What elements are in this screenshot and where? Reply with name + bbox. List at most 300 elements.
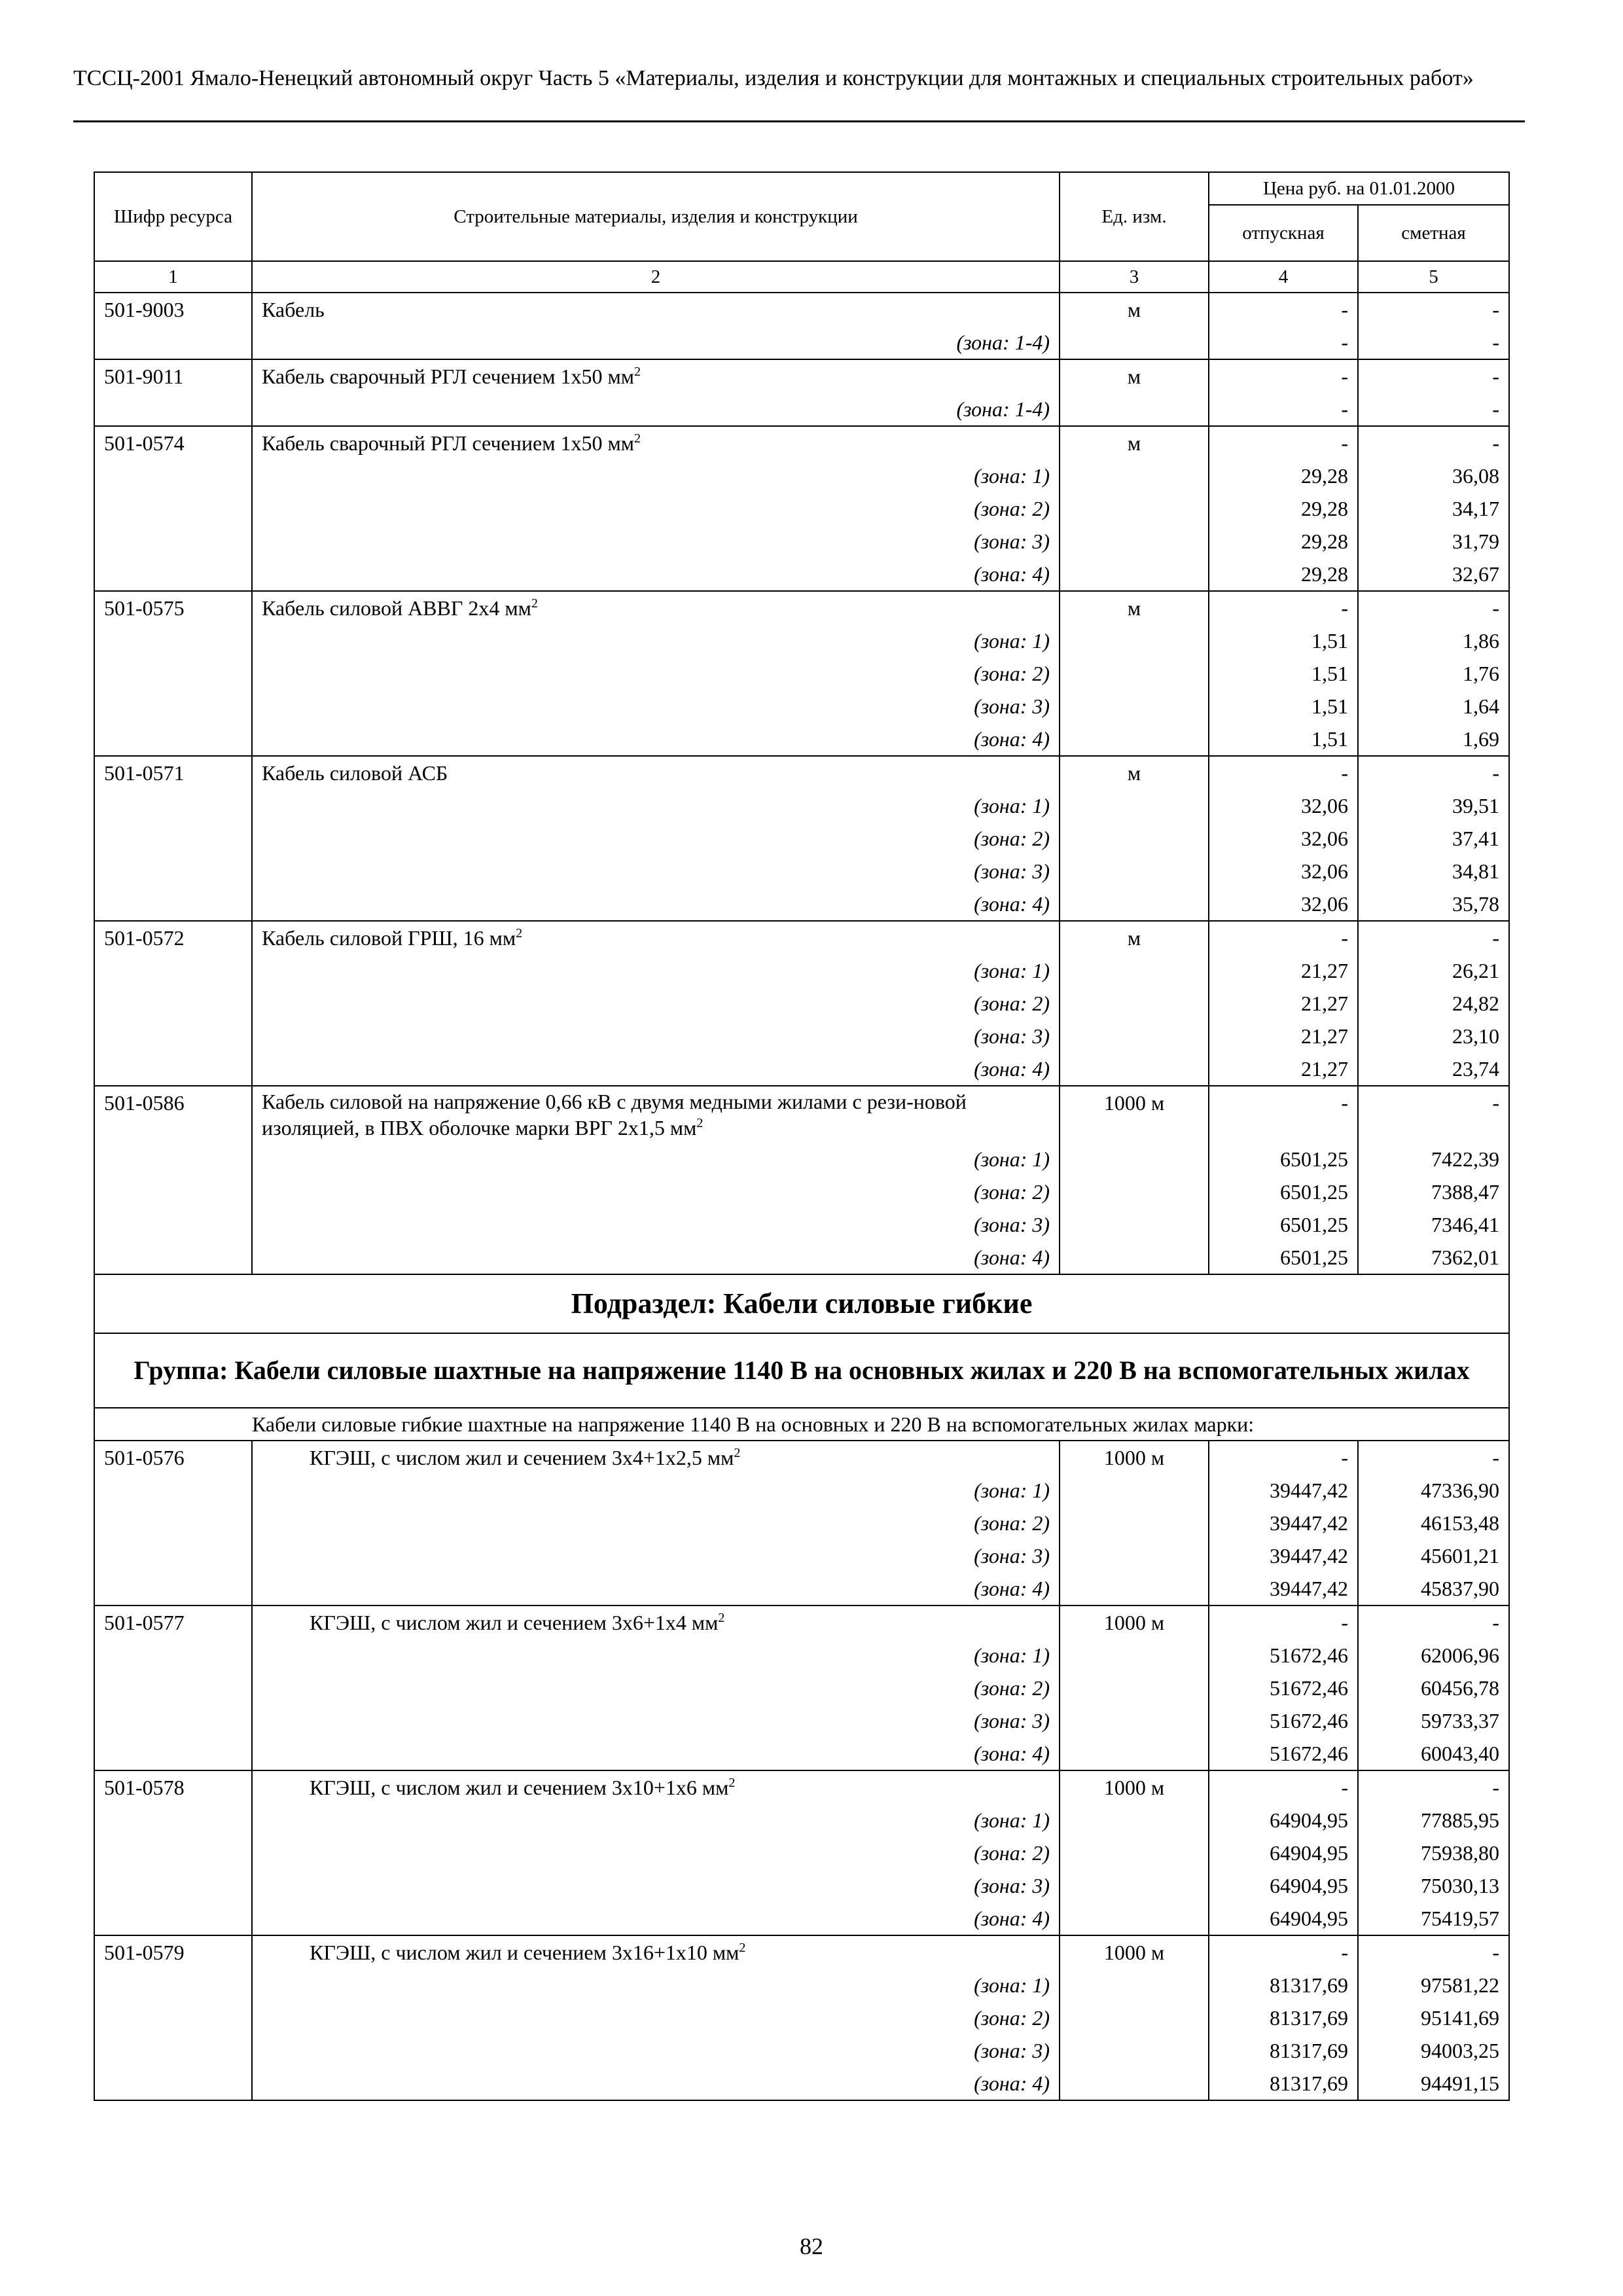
estimate-price: 94003,25 (1358, 2034, 1509, 2067)
estimate-price: 45601,21 (1358, 1539, 1509, 1572)
resource-name-text: Кабель силовой ГРШ, 16 мм (262, 926, 516, 950)
unit-of-measure: 1000 м (1060, 1935, 1209, 1969)
estimate-price: - (1358, 921, 1509, 954)
estimate-price: 26,21 (1358, 954, 1509, 987)
unit-superscript: 2 (633, 431, 641, 446)
col-number: 1 (94, 261, 252, 293)
release-price: 81317,69 (1209, 2067, 1358, 2100)
release-price: 21,27 (1209, 987, 1358, 1020)
release-price: - (1209, 326, 1358, 359)
zone-label: (зона: 2) (252, 1837, 1060, 1869)
unit-superscript: 2 (718, 1611, 725, 1625)
empty-cell (1060, 1052, 1209, 1086)
col-header-release: отпускная (1209, 205, 1358, 261)
empty-cell (1060, 657, 1209, 690)
estimate-price: - (1358, 591, 1509, 624)
release-price: - (1209, 1086, 1358, 1143)
empty-cell (1060, 855, 1209, 888)
estimate-price: 7362,01 (1358, 1241, 1509, 1274)
zone-label: (зона: 4) (252, 1241, 1060, 1274)
release-price: 39447,42 (1209, 1507, 1358, 1539)
release-price: 29,28 (1209, 525, 1358, 558)
empty-cell (94, 1241, 252, 1274)
resource-name-text: Кабель (262, 298, 325, 321)
zone-label: (зона: 2) (252, 1672, 1060, 1704)
col-header-name: Строительные материалы, изделия и конструкции (252, 172, 1060, 261)
zone-label: (зона: 3) (252, 855, 1060, 888)
estimate-price: 94491,15 (1358, 2067, 1509, 2100)
unit-of-measure: 1000 м (1060, 1770, 1209, 1804)
empty-cell (94, 525, 252, 558)
empty-cell (94, 326, 252, 359)
zone-label: (зона: 1) (252, 1474, 1060, 1507)
resource-name (252, 1935, 1060, 1969)
empty-cell (1060, 2067, 1209, 2100)
empty-cell (1060, 2034, 1209, 2067)
empty-cell (94, 1143, 252, 1175)
empty-cell (1060, 624, 1209, 657)
release-price: - (1209, 1935, 1358, 1969)
empty-cell (1060, 393, 1209, 426)
zone-label: (зона: 1) (252, 624, 1060, 657)
zone-row (94, 525, 1509, 558)
zone-row (94, 690, 1509, 723)
zone-row (94, 657, 1509, 690)
table-row (94, 1441, 1509, 1474)
resource-name (252, 921, 1060, 954)
empty-cell (94, 789, 252, 822)
release-price: 81317,69 (1209, 1969, 1358, 2001)
resource-name (252, 293, 1060, 326)
release-price: 81317,69 (1209, 2001, 1358, 2034)
estimate-price: 35,78 (1358, 888, 1509, 921)
empty-cell (1060, 1474, 1209, 1507)
zone-label: (зона: 3) (252, 1208, 1060, 1241)
empty-cell (94, 987, 252, 1020)
release-price: - (1209, 393, 1358, 426)
empty-cell (94, 1969, 252, 2001)
zone-label: (зона: 3) (252, 1539, 1060, 1572)
empty-cell (94, 1539, 252, 1572)
empty-cell (1060, 690, 1209, 723)
resource-name-text: Кабель сварочный РГЛ сечением 1х50 мм (262, 431, 634, 455)
zone-row (94, 1507, 1509, 1539)
estimate-price: 60043,40 (1358, 1737, 1509, 1770)
table-body-cables (94, 293, 1509, 1274)
zone-label: (зона: 1) (252, 1969, 1060, 2001)
resource-name (252, 1086, 1060, 1143)
zone-label: (зона: 4) (252, 723, 1060, 756)
release-price: 1,51 (1209, 624, 1358, 657)
table-row (94, 1605, 1509, 1639)
empty-cell (1060, 1539, 1209, 1572)
estimate-price: - (1358, 1605, 1509, 1639)
empty-cell (1060, 1672, 1209, 1704)
zone-label: (зона: 1) (252, 1804, 1060, 1837)
zone-row (94, 1020, 1509, 1052)
release-price: 6501,25 (1209, 1143, 1358, 1175)
estimate-price: - (1358, 326, 1509, 359)
empty-cell (1060, 1869, 1209, 1902)
empty-cell (1060, 1969, 1209, 2001)
zone-label: (зона: 3) (252, 2034, 1060, 2067)
empty-cell (94, 1052, 252, 1086)
empty-cell (94, 690, 252, 723)
release-price: - (1209, 359, 1358, 393)
table-row (94, 756, 1509, 789)
zone-row (94, 1704, 1509, 1737)
header-rule (73, 120, 1525, 122)
resource-name-text: Кабель силовой АСБ (262, 761, 448, 785)
empty-cell (94, 2067, 252, 2100)
empty-cell (94, 855, 252, 888)
zone-row (94, 1639, 1509, 1672)
zone-label: (зона: 1) (252, 1143, 1060, 1175)
empty-cell (94, 1737, 252, 1770)
resource-name (252, 756, 1060, 789)
release-price: 29,28 (1209, 459, 1358, 492)
col-header-estimate: сметная (1358, 205, 1509, 261)
resource-name (252, 591, 1060, 624)
estimate-price: 34,81 (1358, 855, 1509, 888)
release-price: - (1209, 426, 1358, 459)
subsection-title: Подраздел: Кабели силовые гибкие (94, 1274, 1509, 1333)
empty-cell (1060, 2001, 1209, 2034)
zone-row (94, 1208, 1509, 1241)
release-price: 39447,42 (1209, 1474, 1358, 1507)
empty-cell (94, 657, 252, 690)
estimate-price: 36,08 (1358, 459, 1509, 492)
empty-cell (1060, 888, 1209, 921)
estimate-price: 24,82 (1358, 987, 1509, 1020)
release-price: 1,51 (1209, 723, 1358, 756)
resource-code: 501-0575 (94, 591, 252, 624)
estimate-price: 7388,47 (1358, 1175, 1509, 1208)
release-price: 32,06 (1209, 789, 1358, 822)
zone-row (94, 789, 1509, 822)
release-price: 51672,46 (1209, 1737, 1358, 1770)
table-row (94, 293, 1509, 326)
zone-row (94, 2001, 1509, 2034)
empty-cell (94, 393, 252, 426)
zone-label: (зона: 4) (252, 1572, 1060, 1605)
zone-row (94, 723, 1509, 756)
empty-cell (94, 1474, 252, 1507)
resource-name-text: Кабель силовой АВВГ 2х4 мм (262, 596, 531, 620)
empty-cell (94, 1672, 252, 1704)
zone-row (94, 1539, 1509, 1572)
zone-row (94, 624, 1509, 657)
release-price: - (1209, 1441, 1358, 1474)
zone-row (94, 558, 1509, 591)
estimate-price: 62006,96 (1358, 1639, 1509, 1672)
empty-cell (1060, 789, 1209, 822)
empty-cell (1060, 1507, 1209, 1539)
empty-cell (1060, 822, 1209, 855)
estimate-price: 31,79 (1358, 525, 1509, 558)
unit-of-measure: 1000 м (1060, 1605, 1209, 1639)
unit-of-measure: м (1060, 756, 1209, 789)
zone-row (94, 1804, 1509, 1837)
empty-cell (1060, 525, 1209, 558)
estimate-price: - (1358, 756, 1509, 789)
zone-row (94, 1969, 1509, 2001)
unit-superscript: 2 (728, 1776, 736, 1790)
zone-row (94, 326, 1509, 359)
empty-cell (94, 1804, 252, 1837)
zone-label: (зона: 3) (252, 525, 1060, 558)
estimate-price: 45837,90 (1358, 1572, 1509, 1605)
zone-row (94, 1143, 1509, 1175)
estimate-price: - (1358, 426, 1509, 459)
resource-code: 501-0571 (94, 756, 252, 789)
table-row (94, 359, 1509, 393)
estimate-price: 95141,69 (1358, 2001, 1509, 2034)
zone-label: (зона: 3) (252, 1869, 1060, 1902)
empty-cell (94, 624, 252, 657)
estimate-price: 34,17 (1358, 492, 1509, 525)
release-price: 21,27 (1209, 954, 1358, 987)
empty-cell (1060, 1704, 1209, 1737)
release-price: - (1209, 591, 1358, 624)
estimate-price: 23,10 (1358, 1020, 1509, 1052)
group-title: Группа: Кабели силовые шахтные на напряжение 1140 В на основных жилах и 220 В на вспомогательных жилах (94, 1333, 1509, 1408)
empty-cell (94, 954, 252, 987)
table-row (94, 1935, 1509, 1969)
zone-label: (зона: 3) (252, 1020, 1060, 1052)
estimate-price: 1,76 (1358, 657, 1509, 690)
empty-cell (94, 1208, 252, 1241)
estimate-price: 1,86 (1358, 624, 1509, 657)
resource-code: 501-0586 (94, 1086, 252, 1143)
empty-cell (94, 2034, 252, 2067)
unit-of-measure: 1000 м (1060, 1441, 1209, 1474)
resource-name (252, 426, 1060, 459)
zone-label: (зона: 3) (252, 1704, 1060, 1737)
table-body-flexible-cables (94, 1441, 1509, 2100)
zone-row (94, 888, 1509, 921)
unit-of-measure: м (1060, 359, 1209, 393)
release-price: 64904,95 (1209, 1837, 1358, 1869)
estimate-price: - (1358, 293, 1509, 326)
estimate-price: 46153,48 (1358, 1507, 1509, 1539)
estimate-price: 60456,78 (1358, 1672, 1509, 1704)
page-number: 82 (800, 2233, 823, 2259)
empty-cell (94, 1020, 252, 1052)
table-row (94, 591, 1509, 624)
zone-row (94, 855, 1509, 888)
release-price: 1,51 (1209, 657, 1358, 690)
unit-of-measure: 1000 м (1060, 1086, 1209, 1143)
estimate-price: 75419,57 (1358, 1902, 1509, 1935)
estimate-price: - (1358, 1086, 1509, 1143)
empty-cell (1060, 987, 1209, 1020)
col-number: 3 (1060, 261, 1209, 293)
zone-row (94, 2034, 1509, 2067)
zone-row (94, 1175, 1509, 1208)
zone-label: (зона: 4) (252, 2067, 1060, 2100)
col-number: 2 (252, 261, 1060, 293)
empty-cell (94, 723, 252, 756)
zone-row (94, 987, 1509, 1020)
resource-name (252, 359, 1060, 393)
unit-of-measure: м (1060, 426, 1209, 459)
empty-cell (1060, 1175, 1209, 1208)
zone-row (94, 1572, 1509, 1605)
zone-label: (зона: 2) (252, 1175, 1060, 1208)
table-row (94, 921, 1509, 954)
zone-label: (зона: 2) (252, 657, 1060, 690)
empty-cell (94, 1639, 252, 1672)
estimate-price: 23,74 (1358, 1052, 1509, 1086)
empty-cell (94, 558, 252, 591)
release-price: - (1209, 756, 1358, 789)
empty-cell (1060, 1143, 1209, 1175)
estimate-price: 75938,80 (1358, 1837, 1509, 1869)
unit-superscript: 2 (516, 926, 523, 941)
empty-cell (94, 1572, 252, 1605)
resource-code: 501-0572 (94, 921, 252, 954)
resource-code: 501-0576 (94, 1441, 252, 1474)
release-price: 64904,95 (1209, 1804, 1358, 1837)
release-price: 21,27 (1209, 1020, 1358, 1052)
zone-label: (зона: 1) (252, 789, 1060, 822)
empty-cell (1060, 492, 1209, 525)
estimate-price: 32,67 (1358, 558, 1509, 591)
zone-row (94, 393, 1509, 426)
zone-row (94, 954, 1509, 987)
empty-cell (1060, 459, 1209, 492)
resource-code: 501-9011 (94, 359, 252, 393)
release-price: 64904,95 (1209, 1902, 1358, 1935)
resource-code: 501-0577 (94, 1605, 252, 1639)
empty-cell (1060, 1902, 1209, 1935)
zone-row (94, 1869, 1509, 1902)
zone-label: (зона: 1) (252, 1639, 1060, 1672)
estimate-price: - (1358, 393, 1509, 426)
zone-label: (зона: 4) (252, 558, 1060, 591)
zone-row (94, 1837, 1509, 1869)
zone-row (94, 1052, 1509, 1086)
empty-cell (1060, 1241, 1209, 1274)
release-price: - (1209, 921, 1358, 954)
unit-superscript: 2 (734, 1446, 741, 1460)
zone-row (94, 459, 1509, 492)
empty-cell (1060, 1020, 1209, 1052)
release-price: - (1209, 293, 1358, 326)
zone-label: (зона: 4) (252, 1902, 1060, 1935)
zone-label: (зона: 4) (252, 888, 1060, 921)
release-price: 32,06 (1209, 822, 1358, 855)
estimate-price: - (1358, 1441, 1509, 1474)
empty-cell (1060, 954, 1209, 987)
empty-cell (1060, 1639, 1209, 1672)
zone-label: (зона: 2) (252, 822, 1060, 855)
release-price: - (1209, 1605, 1358, 1639)
empty-cell (94, 2001, 252, 2034)
empty-cell (1060, 1837, 1209, 1869)
resource-name (252, 1770, 1060, 1804)
estimate-price: 1,64 (1358, 690, 1509, 723)
table-body-section (94, 1274, 1509, 1441)
empty-cell (1060, 1804, 1209, 1837)
estimate-price: - (1358, 1935, 1509, 1969)
resource-code: 501-9003 (94, 293, 252, 326)
empty-cell (1060, 1208, 1209, 1241)
release-price: 51672,46 (1209, 1639, 1358, 1672)
zone-label: (зона: 2) (252, 492, 1060, 525)
estimate-price: 59733,37 (1358, 1704, 1509, 1737)
table-row (94, 1770, 1509, 1804)
unit-of-measure: м (1060, 921, 1209, 954)
release-price: 32,06 (1209, 855, 1358, 888)
group-note: Кабели силовые гибкие шахтные на напряжение 1140 В на основных и 220 В на вспомогательных жилах марки: (94, 1408, 1509, 1441)
resource-name (252, 1605, 1060, 1639)
estimate-price: 7422,39 (1358, 1143, 1509, 1175)
col-header-code: Шифр ресурса (94, 172, 252, 261)
estimate-price: 75030,13 (1358, 1869, 1509, 1902)
empty-cell (94, 1704, 252, 1737)
release-price: 39447,42 (1209, 1539, 1358, 1572)
estimate-price: 39,51 (1358, 789, 1509, 822)
resource-name-text: Кабель сварочный РГЛ сечением 1х50 мм (262, 365, 634, 388)
empty-cell (94, 1175, 252, 1208)
table-row (94, 426, 1509, 459)
resource-name-text: КГЭШ, с числом жил и сечением 3х4+1х2,5 мм (310, 1446, 734, 1469)
empty-cell (1060, 1572, 1209, 1605)
release-price: 39447,42 (1209, 1572, 1358, 1605)
estimate-price: 77885,95 (1358, 1804, 1509, 1837)
unit-superscript: 2 (633, 365, 641, 379)
empty-cell (94, 1869, 252, 1902)
table-row (94, 1086, 1509, 1143)
unit-superscript: 2 (531, 596, 538, 611)
zone-label: (зона: 4) (252, 1052, 1060, 1086)
zone-label: (зона: 2) (252, 987, 1060, 1020)
empty-cell (94, 1902, 252, 1935)
zone-label: (зона: 4) (252, 1737, 1060, 1770)
resource-code: 501-0578 (94, 1770, 252, 1804)
release-price: 1,51 (1209, 690, 1358, 723)
empty-cell (1060, 1737, 1209, 1770)
release-price: 29,28 (1209, 492, 1358, 525)
resource-name-text: КГЭШ, с числом жил и сечением 3х6+1х4 мм (310, 1611, 719, 1634)
empty-cell (1060, 723, 1209, 756)
empty-cell (94, 459, 252, 492)
release-price: 21,27 (1209, 1052, 1358, 1086)
release-price: - (1209, 1770, 1358, 1804)
zone-label: (зона: 1-4) (252, 326, 1060, 359)
estimate-price: 37,41 (1358, 822, 1509, 855)
zone-row (94, 1902, 1509, 1935)
zone-label: (зона: 3) (252, 690, 1060, 723)
empty-cell (94, 1837, 252, 1869)
release-price: 6501,25 (1209, 1208, 1358, 1241)
unit-superscript: 2 (696, 1116, 704, 1130)
resource-code: 501-0579 (94, 1935, 252, 1969)
estimate-price: 1,69 (1358, 723, 1509, 756)
resource-name-text: Кабель силовой на напряжение 0,66 кВ с двумя медными жилами с рези-новой изоляцией, в ПВХ оболочке марки ВРГ 2х1,5 мм (262, 1090, 967, 1139)
estimate-price: 7346,41 (1358, 1208, 1509, 1241)
unit-of-measure: м (1060, 591, 1209, 624)
estimate-price: - (1358, 359, 1509, 393)
col-number: 4 (1209, 261, 1358, 293)
empty-cell (94, 492, 252, 525)
release-price: 51672,46 (1209, 1672, 1358, 1704)
col-number: 5 (1358, 261, 1509, 293)
zone-row (94, 822, 1509, 855)
empty-cell (94, 888, 252, 921)
